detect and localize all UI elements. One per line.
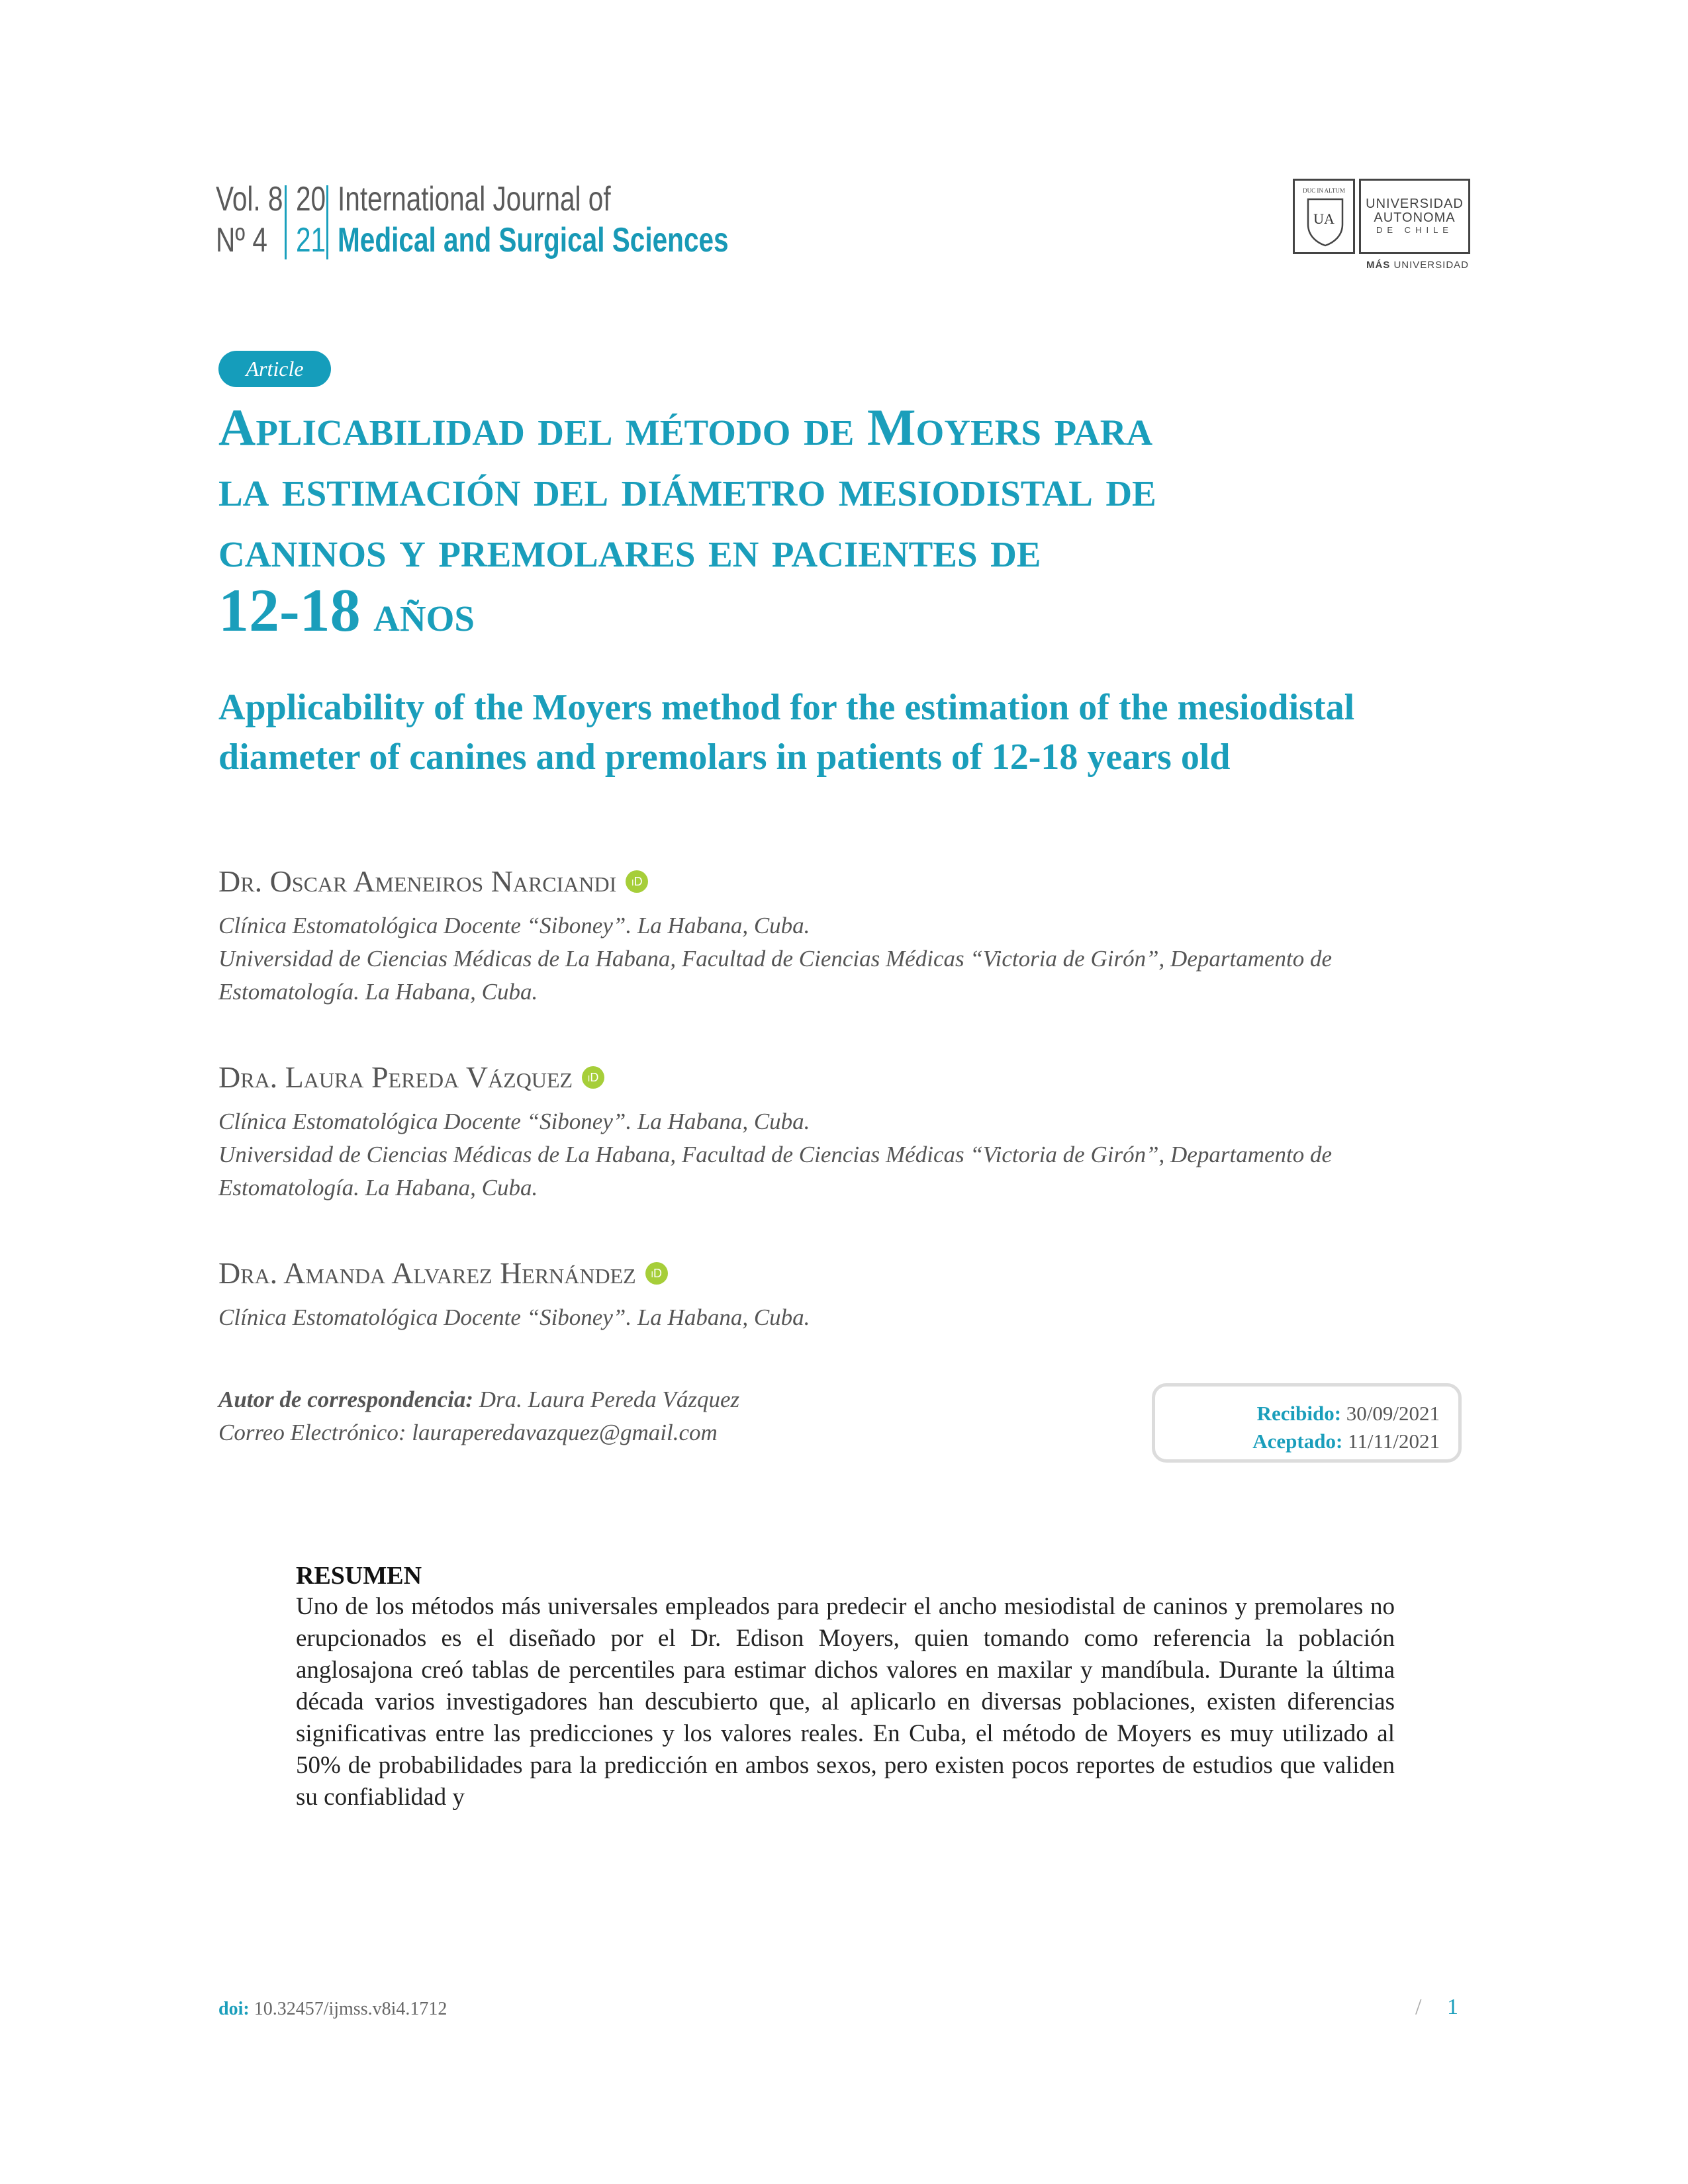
logo-name-box [1359,179,1470,254]
title-line: la estimación del diámetro mesiodistal de [218,459,1156,517]
year-bottom: 21 [296,221,326,259]
author-block [218,1255,1476,1334]
doi-label: doi: [218,1999,250,2019]
page-number-value: 1 [1446,1995,1458,2019]
orcid-icon[interactable]: iD [645,1262,668,1285]
journal-name-line2: Medical and Surgical Sciences [337,221,729,259]
volume: Vol. 8 [216,180,283,218]
affiliation: Clínica Estomatológica Docente “Siboney”. La Habana, Cuba. [218,1304,810,1330]
journal-header [216,180,839,259]
affiliation: Universidad de Ciencias Médicas de La Habana, Facultad de Ciencias Médicas “Victoria de Girón”, Departamento de Estomatología. La Habana, Cuba. [218,946,1333,1005]
accepted-value: 11/11/2021 [1348,1430,1440,1453]
article-type-badge: Article [218,351,331,387]
title-line: caninos y premolares en pacientes de [218,520,1041,578]
orcid-icon[interactable]: iD [626,870,648,893]
tagline-bold: MÁS [1366,259,1391,271]
corresponding-author [218,1383,739,1416]
university-logo [1293,179,1472,271]
page-separator: / [1415,1995,1422,2019]
title-spanish [218,397,1476,644]
dates-box [1152,1383,1462,1463]
journal-name [338,180,729,259]
issue-number: Nº 4 [216,221,267,259]
tagline-text: UNIVERSIDAD [1393,259,1469,271]
logo-line2: AUTONOMA [1374,210,1456,225]
corresponding-name: Dra. Laura Pereda Vázquez [479,1387,740,1412]
logo-motto: DUC IN ALTUM [1303,187,1345,194]
accepted-date [1252,1428,1440,1455]
year [296,180,326,259]
doi-link[interactable]: 10.32457/ijmss.v8i4.1712 [254,1999,447,2019]
page-number [1415,1995,1458,2020]
logo-line1: UNIVERSIDAD [1366,197,1464,211]
doi [218,1999,447,2020]
title-age-word: años [373,584,475,642]
author-name-text: Dr. Oscar Ameneiros Narciandi [218,864,617,898]
title-age-range: 12-18 [218,576,361,644]
author-name [218,1059,1476,1096]
volume-issue [216,180,283,259]
email-line [218,1416,739,1449]
abstract-heading: RESUMEN [296,1562,422,1590]
orcid-icon[interactable]: iD [582,1066,604,1089]
correspondence [218,1383,739,1449]
journal-name-line1: International Journal of [337,180,611,218]
affiliation: Universidad de Ciencias Médicas de La Habana, Facultad de Ciencias Médicas “Victoria de Girón”, Departamento de Estomatología. La Habana, Cuba. [218,1142,1333,1201]
header-divider [326,185,328,259]
received-value: 30/09/2021 [1346,1402,1440,1425]
shield-box [1293,179,1355,254]
title-line: Aplicabilidad del método de Moyers para [218,398,1153,456]
received-label: Recibido: [1256,1402,1342,1425]
affiliation: Clínica Estomatológica Docente “Siboney”. La Habana, Cuba. [218,1109,810,1134]
header-divider [285,185,287,259]
accepted-label: Aceptado: [1252,1430,1343,1453]
author-name [218,863,1476,900]
logo-initials: UA [1313,210,1335,227]
title-english: Applicability of the Moyers method for the estimation of the mesiodistal diameter of canines and premolars in patients of 12-18 years old [218,687,1355,778]
abstract [296,1561,1395,1813]
year-top: 20 [296,180,326,218]
abstract-text: Uno de los métodos más universales empleados para predecir el ancho mesiodistal de caninos y premolares no erupcionados es el diseñado por el Dr. Edison Moyers, quien tomando como referencia la población anglosajona creó tablas de percentiles para estimar dichos valores en maxilar y mandíbula. Durante la última década varios investigadores han descubierto que, al aplicarlo en diversas poblaciones, existen diferencias significativas entre las predicciones y los valores reales. En Cuba, el método de Moyers es muy utilizado al 50% de probabilidades para la predicción en ambos sexos, pero existen pocos reportes de estudios que validen su confiablidad y [296,1593,1395,1811]
author-name-text: Dra. Amanda Alvarez Hernández [218,1256,636,1290]
author-name [218,1255,1476,1292]
received-date [1257,1400,1440,1428]
author-name-text: Dra. Laura Pereda Vázquez [218,1060,573,1094]
corresponding-label: Autor de correspondencia: [218,1387,473,1412]
title-line [218,576,1476,644]
logo-line3: DE CHILE [1376,225,1453,235]
email-link[interactable]: lauraperedavazquez@gmail.com [412,1420,718,1445]
logo-tagline [1293,259,1472,271]
email-label: Correo Electrónico: [218,1420,406,1445]
affiliation: Clínica Estomatológica Docente “Siboney”. La Habana, Cuba. [218,913,810,938]
author-block [218,1059,1476,1205]
author-block [218,863,1476,1009]
